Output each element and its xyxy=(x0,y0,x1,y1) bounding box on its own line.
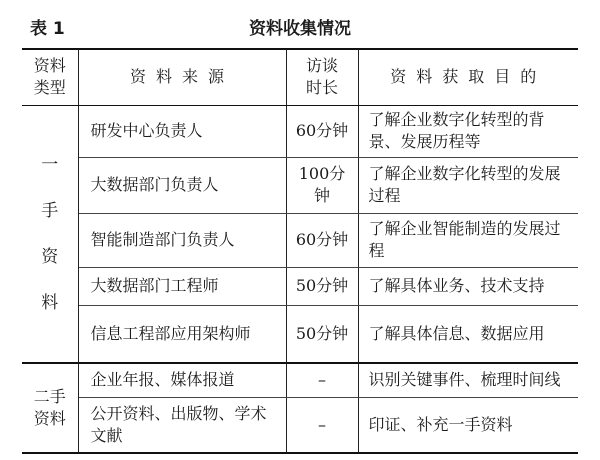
table-row xyxy=(22,213,578,267)
header-duration xyxy=(286,49,358,105)
purpose-cell: 识别关键事件、梳理时间线 xyxy=(358,363,578,397)
table-row xyxy=(22,397,578,453)
table-number: 表 1 xyxy=(30,19,65,39)
table-title: 资料收集情况 xyxy=(249,19,351,39)
source-cell: 研发中心负责人 xyxy=(78,105,286,157)
group-secondary-line: 资料 xyxy=(33,409,66,428)
header-source: 资料来源 xyxy=(78,49,286,105)
source-cell: 大数据部门负责人 xyxy=(78,157,286,213)
header-row xyxy=(22,49,578,105)
header-type-line1: 资料 xyxy=(33,56,66,76)
purpose-cell: 了解具体业务、技术支持 xyxy=(358,267,578,305)
group-primary-char: 一 xyxy=(41,154,59,175)
table-row xyxy=(22,363,578,397)
table-row xyxy=(22,157,578,213)
group-primary-char: 料 xyxy=(41,292,59,313)
duration-cell: – xyxy=(286,397,358,453)
source-cell: 信息工程部应用架构师 xyxy=(78,305,286,363)
header-type-line2: 类型 xyxy=(33,78,66,98)
header-type xyxy=(22,49,78,105)
group-primary-char: 手 xyxy=(41,200,59,221)
source-cell: 企业年报、媒体报道 xyxy=(78,363,286,397)
purpose-cell: 了解企业数字化转型的背景、发展历程等 xyxy=(358,105,578,157)
duration-cell: 50分钟 xyxy=(286,305,358,363)
duration-cell: 50分钟 xyxy=(286,267,358,305)
table-row xyxy=(22,105,578,157)
purpose-cell: 了解企业智能制造的发展过程 xyxy=(358,213,578,267)
purpose-cell: 了解具体信息、数据应用 xyxy=(358,305,578,363)
purpose-cell: 了解企业数字化转型的发展过程 xyxy=(358,157,578,213)
duration-cell: 60分钟 xyxy=(286,105,358,157)
duration-cell: 100分钟 xyxy=(286,157,358,213)
purpose-cell: 印证、补充一手资料 xyxy=(358,397,578,453)
group-secondary xyxy=(22,363,78,453)
data-collection-table xyxy=(22,48,578,454)
source-cell: 公开资料、出版物、学术文献 xyxy=(78,397,286,453)
table-row xyxy=(22,305,578,363)
source-cell: 智能制造部门负责人 xyxy=(78,213,286,267)
duration-cell: 60分钟 xyxy=(286,213,358,267)
header-purpose: 资料获取目的 xyxy=(358,49,578,105)
table-row xyxy=(22,267,578,305)
table-caption xyxy=(0,0,600,46)
header-duration-line1: 访谈 xyxy=(305,56,338,76)
group-secondary-line: 二手 xyxy=(33,387,66,406)
group-primary xyxy=(22,105,78,363)
source-cell: 大数据部门工程师 xyxy=(78,267,286,305)
duration-cell: – xyxy=(286,363,358,397)
header-duration-line2: 时长 xyxy=(305,78,338,98)
group-primary-char: 资 xyxy=(41,246,59,267)
